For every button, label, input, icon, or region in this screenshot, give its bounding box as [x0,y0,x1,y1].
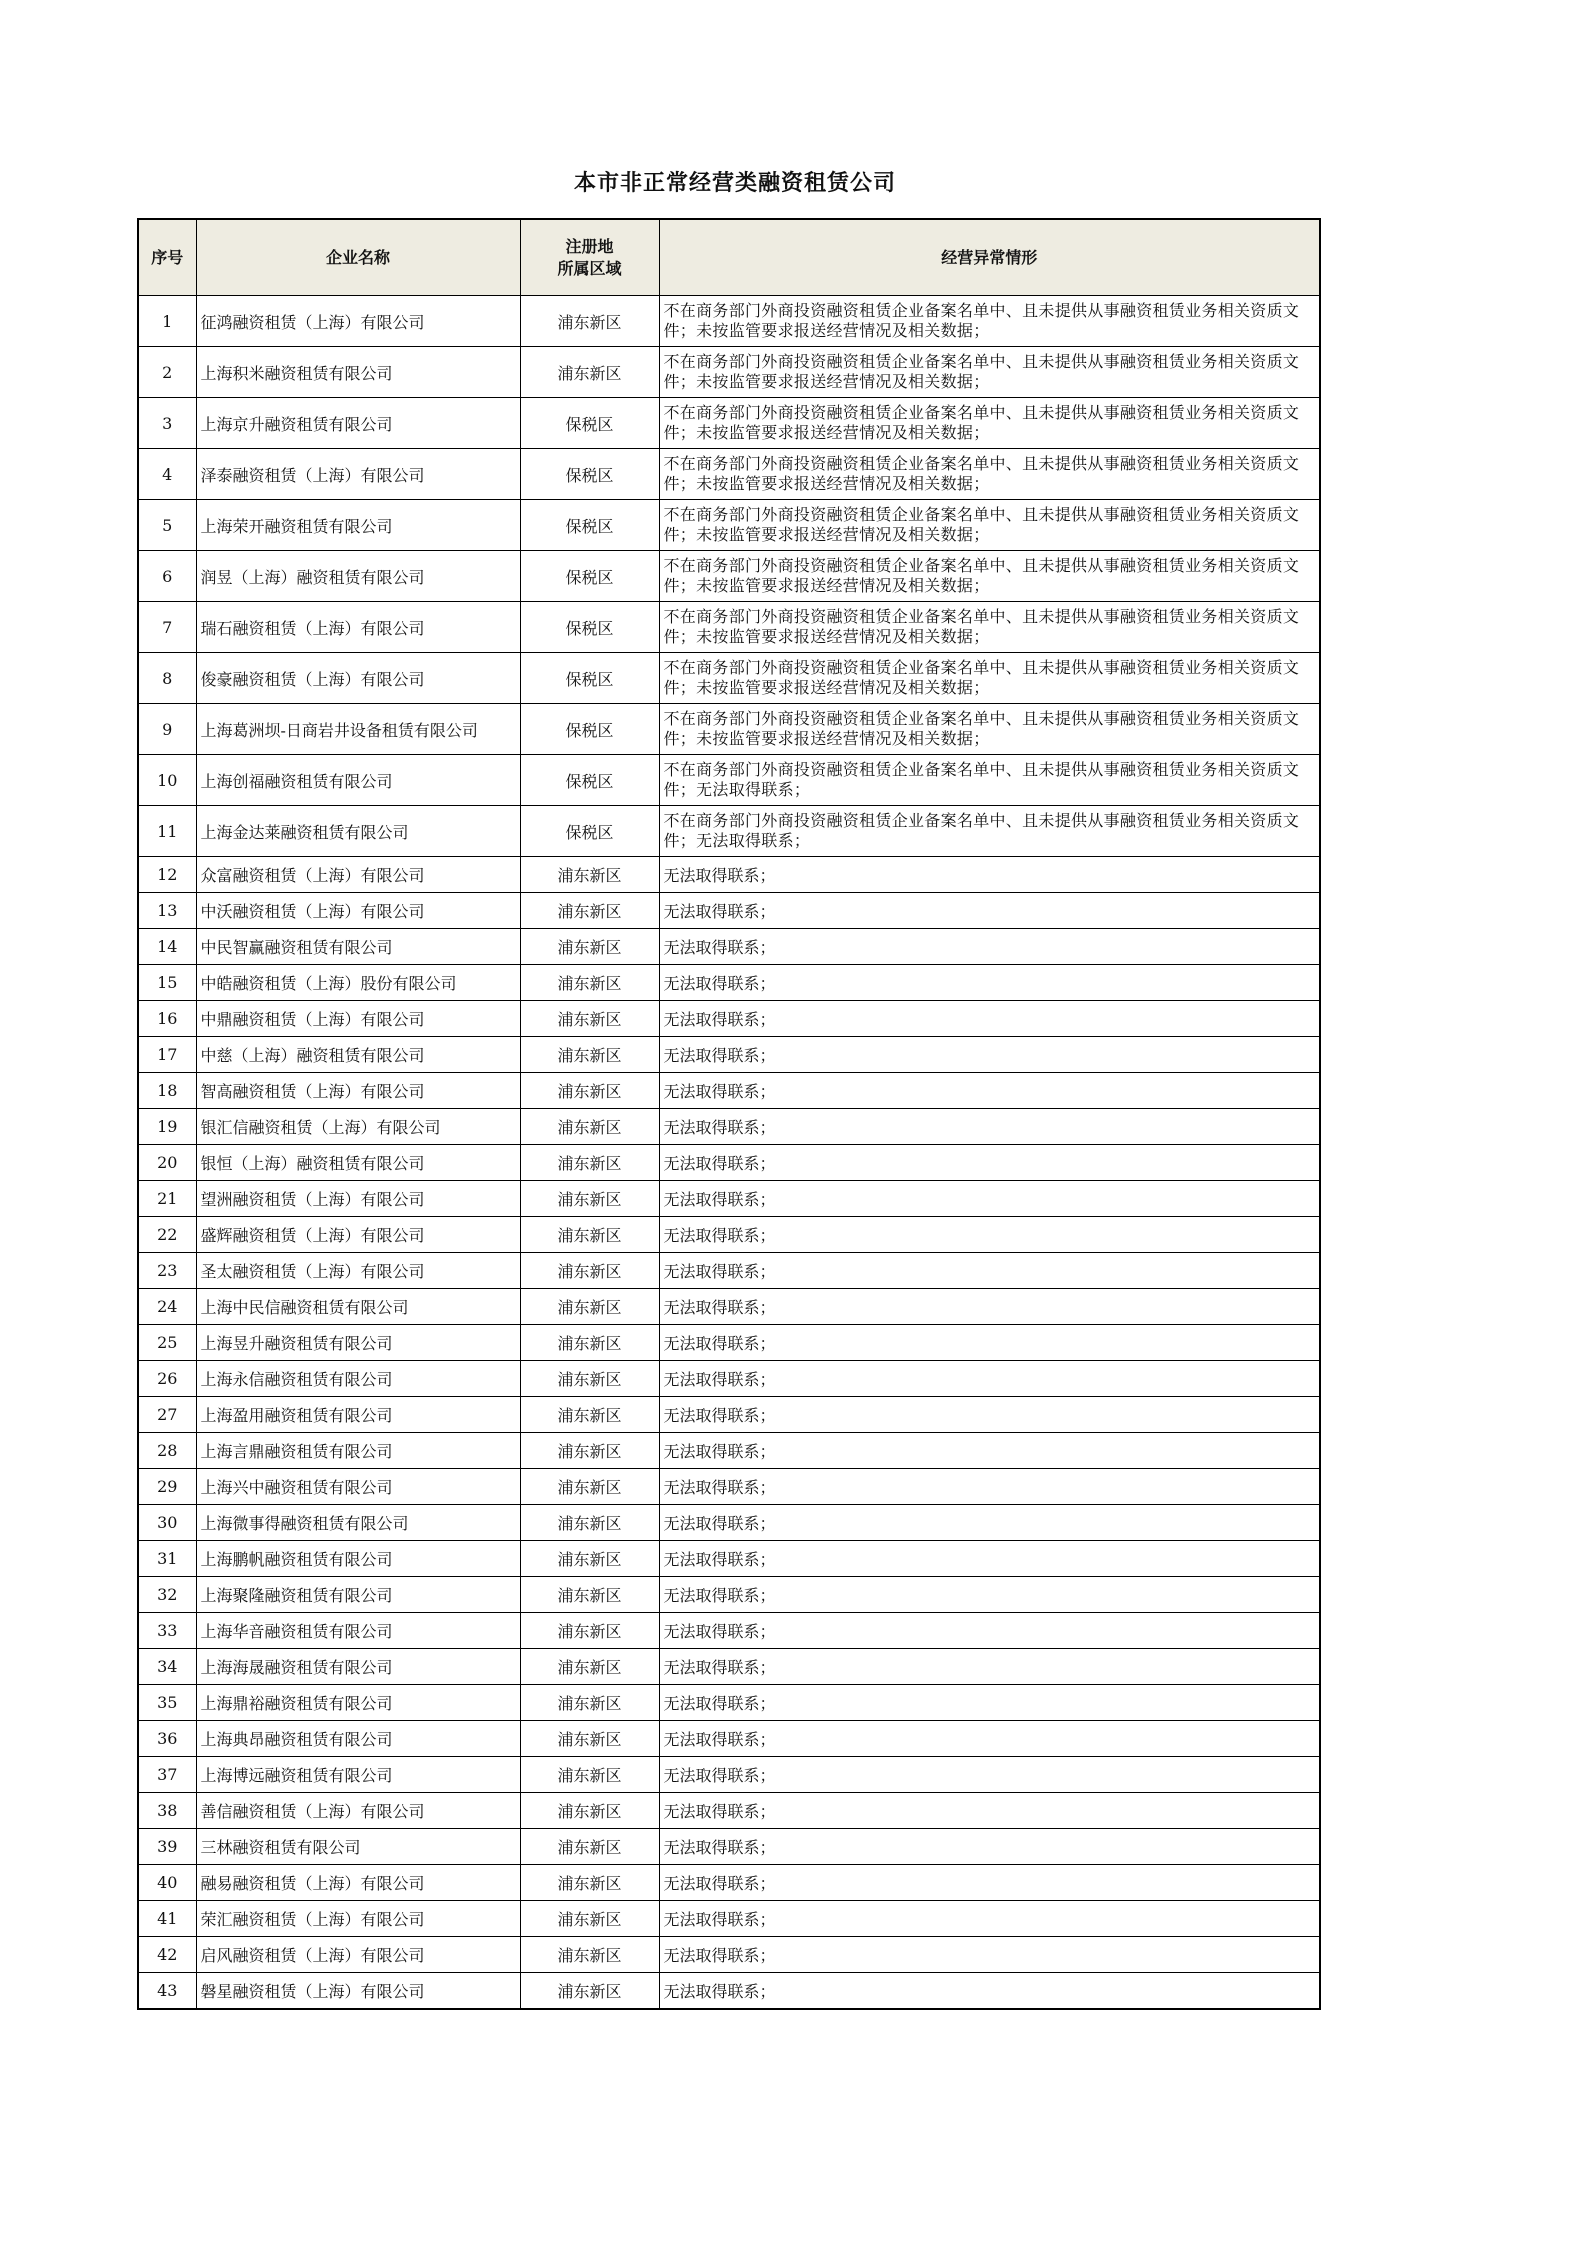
row-region: 浦东新区 [520,1613,659,1649]
row-index: 4 [138,449,196,500]
row-company-name: 中沃融资租赁（上海）有限公司 [196,893,520,929]
row-condition: 无法取得联系； [659,929,1320,965]
table-row [138,1073,1320,1109]
table-row [138,1109,1320,1145]
row-condition: 无法取得联系； [659,1865,1320,1901]
table-row [138,1037,1320,1073]
row-index: 41 [138,1901,196,1937]
row-index: 1 [138,296,196,347]
row-company-name: 智高融资租赁（上海）有限公司 [196,1073,520,1109]
table-row [138,704,1320,755]
row-region: 浦东新区 [520,1433,659,1469]
row-index: 40 [138,1865,196,1901]
row-region: 浦东新区 [520,1577,659,1613]
row-index: 18 [138,1073,196,1109]
row-company-name: 上海金达莱融资租赁有限公司 [196,806,520,857]
row-index: 28 [138,1433,196,1469]
table-row [138,1253,1320,1289]
row-region: 保税区 [520,653,659,704]
row-condition: 无法取得联系； [659,1541,1320,1577]
row-index: 9 [138,704,196,755]
row-region: 浦东新区 [520,1505,659,1541]
table-row [138,1613,1320,1649]
row-index: 6 [138,551,196,602]
row-condition: 不在商务部门外商投资融资租赁企业备案名单中、且未提供从事融资租赁业务相关资质文件；无法取得联系； [659,755,1320,806]
row-index: 37 [138,1757,196,1793]
table-row [138,1145,1320,1181]
row-index: 25 [138,1325,196,1361]
row-condition: 不在商务部门外商投资融资租赁企业备案名单中、且未提供从事融资租赁业务相关资质文件；未按监管要求报送经营情况及相关数据； [659,551,1320,602]
row-company-name: 上海博远融资租赁有限公司 [196,1757,520,1793]
table-row [138,1217,1320,1253]
row-index: 43 [138,1973,196,2010]
row-index: 19 [138,1109,196,1145]
row-region: 浦东新区 [520,929,659,965]
row-condition: 无法取得联系； [659,1757,1320,1793]
row-company-name: 上海中民信融资租赁有限公司 [196,1289,520,1325]
row-condition: 无法取得联系； [659,1037,1320,1073]
row-condition: 不在商务部门外商投资融资租赁企业备案名单中、且未提供从事融资租赁业务相关资质文件；未按监管要求报送经营情况及相关数据； [659,296,1320,347]
row-company-name: 启风融资租赁（上海）有限公司 [196,1937,520,1973]
table-row [138,1469,1320,1505]
table-row [138,1397,1320,1433]
row-index: 24 [138,1289,196,1325]
row-condition: 无法取得联系； [659,1073,1320,1109]
row-company-name: 上海言鼎融资租赁有限公司 [196,1433,520,1469]
row-index: 5 [138,500,196,551]
row-index: 31 [138,1541,196,1577]
header-index: 序号 [138,219,196,296]
row-condition: 无法取得联系； [659,1937,1320,1973]
row-region: 浦东新区 [520,1037,659,1073]
row-company-name: 上海鹏帆融资租赁有限公司 [196,1541,520,1577]
row-index: 30 [138,1505,196,1541]
row-company-name: 上海积米融资租赁有限公司 [196,347,520,398]
row-company-name: 俊豪融资租赁（上海）有限公司 [196,653,520,704]
row-condition: 无法取得联系； [659,1793,1320,1829]
table-body [138,296,1320,2010]
row-company-name: 圣太融资租赁（上海）有限公司 [196,1253,520,1289]
row-region: 浦东新区 [520,1289,659,1325]
row-company-name: 中皓融资租赁（上海）股份有限公司 [196,965,520,1001]
row-condition: 不在商务部门外商投资融资租赁企业备案名单中、且未提供从事融资租赁业务相关资质文件；未按监管要求报送经营情况及相关数据； [659,602,1320,653]
row-company-name: 泽泰融资租赁（上海）有限公司 [196,449,520,500]
row-region: 浦东新区 [520,1073,659,1109]
table-row [138,1505,1320,1541]
row-index: 42 [138,1937,196,1973]
row-index: 20 [138,1145,196,1181]
row-condition: 无法取得联系； [659,1181,1320,1217]
table-row [138,1937,1320,1973]
row-index: 39 [138,1829,196,1865]
row-company-name: 上海荣开融资租赁有限公司 [196,500,520,551]
row-company-name: 上海海晟融资租赁有限公司 [196,1649,520,1685]
table-row [138,398,1320,449]
row-company-name: 望洲融资租赁（上海）有限公司 [196,1181,520,1217]
row-condition: 无法取得联系； [659,1829,1320,1865]
row-condition: 无法取得联系； [659,1109,1320,1145]
header-region [520,219,659,296]
row-index: 13 [138,893,196,929]
row-index: 22 [138,1217,196,1253]
row-index: 34 [138,1649,196,1685]
table-row [138,1829,1320,1865]
row-condition: 无法取得联系； [659,1289,1320,1325]
table-row [138,1793,1320,1829]
table-row [138,1541,1320,1577]
row-region: 浦东新区 [520,1001,659,1037]
row-company-name: 三林融资租赁有限公司 [196,1829,520,1865]
row-region: 浦东新区 [520,1469,659,1505]
row-region: 浦东新区 [520,1541,659,1577]
row-condition: 无法取得联系； [659,1361,1320,1397]
row-index: 10 [138,755,196,806]
row-company-name: 银恒（上海）融资租赁有限公司 [196,1145,520,1181]
table-row [138,1181,1320,1217]
header-region-line1: 注册地 [565,236,614,256]
table-row [138,347,1320,398]
table-row [138,1433,1320,1469]
row-region: 浦东新区 [520,1361,659,1397]
table-row [138,1649,1320,1685]
row-region: 保税区 [520,551,659,602]
row-condition: 无法取得联系； [659,1613,1320,1649]
row-region: 浦东新区 [520,1325,659,1361]
row-company-name: 盛辉融资租赁（上海）有限公司 [196,1217,520,1253]
row-index: 12 [138,857,196,893]
row-condition: 不在商务部门外商投资融资租赁企业备案名单中、且未提供从事融资租赁业务相关资质文件；无法取得联系； [659,806,1320,857]
row-index: 33 [138,1613,196,1649]
row-index: 36 [138,1721,196,1757]
row-company-name: 上海鼎裕融资租赁有限公司 [196,1685,520,1721]
row-region: 浦东新区 [520,1757,659,1793]
row-region: 浦东新区 [520,1973,659,2010]
row-region: 保税区 [520,398,659,449]
row-condition: 无法取得联系； [659,1325,1320,1361]
table-row [138,755,1320,806]
row-condition: 无法取得联系； [659,857,1320,893]
row-index: 27 [138,1397,196,1433]
row-condition: 无法取得联系； [659,1001,1320,1037]
header-condition: 经营异常情形 [659,219,1320,296]
row-condition: 无法取得联系； [659,893,1320,929]
row-condition: 无法取得联系； [659,1469,1320,1505]
row-region: 保税区 [520,602,659,653]
row-region: 浦东新区 [520,1217,659,1253]
row-condition: 无法取得联系； [659,1433,1320,1469]
page-title: 本市非正常经营类融资租赁公司 [573,171,896,196]
row-condition: 不在商务部门外商投资融资租赁企业备案名单中、且未提供从事融资租赁业务相关资质文件；未按监管要求报送经营情况及相关数据； [659,500,1320,551]
row-condition: 不在商务部门外商投资融资租赁企业备案名单中、且未提供从事融资租赁业务相关资质文件；未按监管要求报送经营情况及相关数据； [659,704,1320,755]
table-row [138,965,1320,1001]
row-condition: 无法取得联系； [659,1217,1320,1253]
row-index: 3 [138,398,196,449]
row-index: 14 [138,929,196,965]
row-company-name: 上海典昂融资租赁有限公司 [196,1721,520,1757]
row-company-name: 中民智赢融资租赁有限公司 [196,929,520,965]
row-company-name: 上海盈用融资租赁有限公司 [196,1397,520,1433]
row-region: 保税区 [520,806,659,857]
row-condition: 无法取得联系； [659,1685,1320,1721]
row-company-name: 众富融资租赁（上海）有限公司 [196,857,520,893]
row-company-name: 上海兴中融资租赁有限公司 [196,1469,520,1505]
row-company-name: 中慈（上海）融资租赁有限公司 [196,1037,520,1073]
row-index: 16 [138,1001,196,1037]
table-row [138,1289,1320,1325]
row-condition: 无法取得联系； [659,1973,1320,2010]
row-company-name: 磐星融资租赁（上海）有限公司 [196,1973,520,2010]
row-index: 29 [138,1469,196,1505]
row-region: 浦东新区 [520,965,659,1001]
table-row [138,1865,1320,1901]
table-row [138,929,1320,965]
row-index: 21 [138,1181,196,1217]
row-region: 浦东新区 [520,1721,659,1757]
row-condition: 无法取得联系； [659,1649,1320,1685]
table-row [138,1973,1320,2010]
row-region: 浦东新区 [520,1145,659,1181]
row-company-name: 润昱（上海）融资租赁有限公司 [196,551,520,602]
row-index: 17 [138,1037,196,1073]
row-condition: 不在商务部门外商投资融资租赁企业备案名单中、且未提供从事融资租赁业务相关资质文件；未按监管要求报送经营情况及相关数据； [659,449,1320,500]
row-condition: 无法取得联系； [659,1505,1320,1541]
table-row [138,1685,1320,1721]
table-row [138,893,1320,929]
row-company-name: 上海微事得融资租赁有限公司 [196,1505,520,1541]
table-row [138,1001,1320,1037]
row-region: 浦东新区 [520,1649,659,1685]
company-table [137,218,1321,2010]
row-index: 38 [138,1793,196,1829]
row-region: 浦东新区 [520,296,659,347]
row-company-name: 善信融资租赁（上海）有限公司 [196,1793,520,1829]
row-condition: 无法取得联系； [659,1577,1320,1613]
row-index: 32 [138,1577,196,1613]
row-condition: 无法取得联系； [659,1397,1320,1433]
header-region-line2: 所属区域 [557,258,622,278]
row-company-name: 荣汇融资租赁（上海）有限公司 [196,1901,520,1937]
row-region: 浦东新区 [520,1685,659,1721]
header-row [138,219,1320,296]
row-region: 保税区 [520,755,659,806]
row-region: 浦东新区 [520,1865,659,1901]
row-region: 浦东新区 [520,1793,659,1829]
row-condition: 不在商务部门外商投资融资租赁企业备案名单中、且未提供从事融资租赁业务相关资质文件；未按监管要求报送经营情况及相关数据； [659,653,1320,704]
table-row [138,1721,1320,1757]
table-row [138,551,1320,602]
row-region: 保税区 [520,500,659,551]
row-region: 浦东新区 [520,1253,659,1289]
row-company-name: 上海昱升融资租赁有限公司 [196,1325,520,1361]
table-row [138,806,1320,857]
row-region: 保税区 [520,704,659,755]
row-region: 浦东新区 [520,1829,659,1865]
row-company-name: 上海聚隆融资租赁有限公司 [196,1577,520,1613]
row-condition: 无法取得联系； [659,1253,1320,1289]
table-row [138,857,1320,893]
row-condition: 无法取得联系； [659,1901,1320,1937]
row-company-name: 中鼎融资租赁（上海）有限公司 [196,1001,520,1037]
row-index: 2 [138,347,196,398]
row-index: 8 [138,653,196,704]
row-region: 保税区 [520,449,659,500]
table-row [138,500,1320,551]
row-region: 浦东新区 [520,893,659,929]
table-row [138,1361,1320,1397]
row-region: 浦东新区 [520,347,659,398]
table-row [138,449,1320,500]
row-index: 15 [138,965,196,1001]
header-name: 企业名称 [196,219,520,296]
row-index: 35 [138,1685,196,1721]
table-header [138,219,1320,296]
row-company-name: 征鸿融资租赁（上海）有限公司 [196,296,520,347]
row-company-name: 上海华音融资租赁有限公司 [196,1613,520,1649]
row-region: 浦东新区 [520,1109,659,1145]
row-company-name: 上海永信融资租赁有限公司 [196,1361,520,1397]
table-row [138,653,1320,704]
table-row [138,1577,1320,1613]
table-row [138,1757,1320,1793]
table-row [138,296,1320,347]
row-index: 7 [138,602,196,653]
row-condition: 无法取得联系； [659,965,1320,1001]
row-condition: 不在商务部门外商投资融资租赁企业备案名单中、且未提供从事融资租赁业务相关资质文件；未按监管要求报送经营情况及相关数据； [659,347,1320,398]
row-region: 浦东新区 [520,857,659,893]
table-row [138,1901,1320,1937]
row-company-name: 融易融资租赁（上海）有限公司 [196,1865,520,1901]
row-index: 26 [138,1361,196,1397]
row-company-name: 上海葛洲坝-日商岩井设备租赁有限公司 [196,704,520,755]
row-region: 浦东新区 [520,1181,659,1217]
row-company-name: 上海创福融资租赁有限公司 [196,755,520,806]
row-company-name: 上海京升融资租赁有限公司 [196,398,520,449]
row-condition: 不在商务部门外商投资融资租赁企业备案名单中、且未提供从事融资租赁业务相关资质文件；未按监管要求报送经营情况及相关数据； [659,398,1320,449]
row-region: 浦东新区 [520,1397,659,1433]
table-row [138,1325,1320,1361]
row-index: 11 [138,806,196,857]
table-row [138,602,1320,653]
row-company-name: 银汇信融资租赁（上海）有限公司 [196,1109,520,1145]
row-condition: 无法取得联系； [659,1721,1320,1757]
row-region: 浦东新区 [520,1901,659,1937]
row-condition: 无法取得联系； [659,1145,1320,1181]
row-region: 浦东新区 [520,1937,659,1973]
row-company-name: 瑞石融资租赁（上海）有限公司 [196,602,520,653]
row-index: 23 [138,1253,196,1289]
